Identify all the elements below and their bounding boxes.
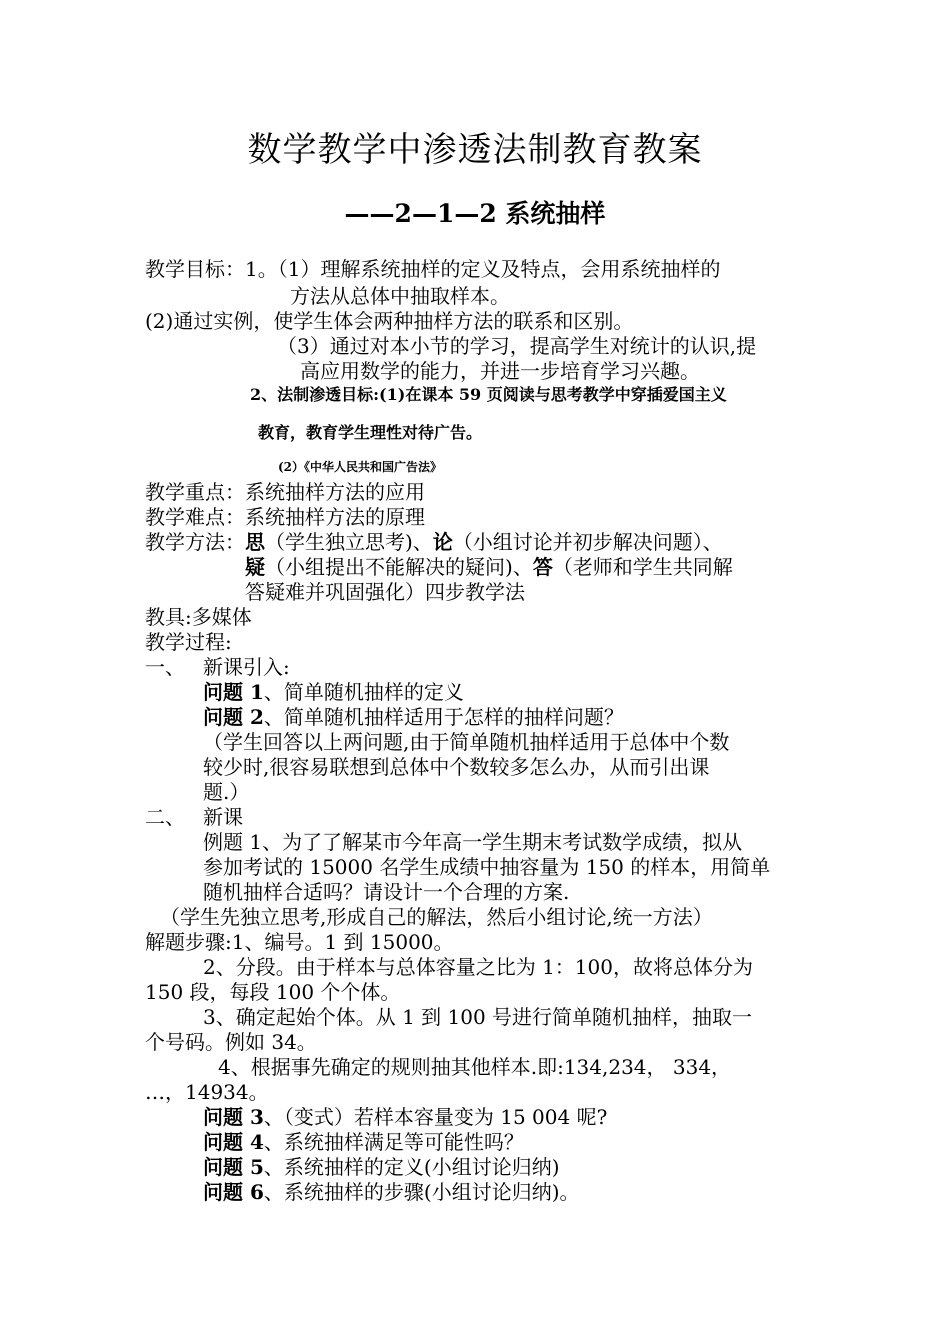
section-2-title: 新课 bbox=[203, 805, 243, 829]
method-yi-text: （小组提出不能解决的疑问) bbox=[265, 555, 513, 579]
question-1-label: 问题 1 bbox=[203, 680, 264, 704]
solution-step-3-line-1: 3、确定起始个体。从 1 到 100 号进行简单随机抽样，抽取一 bbox=[203, 1005, 753, 1029]
method-lun-text: （小组讨论并初步解决问题）、 bbox=[452, 530, 723, 554]
question-5 bbox=[203, 1155, 560, 1179]
law-goal-line-2: 教育，教育学生理性对待广告。 bbox=[258, 423, 483, 442]
solution-step-4-line-2: …，14934。 bbox=[145, 1080, 269, 1104]
question-5-label: 问题 5 bbox=[203, 1155, 264, 1179]
law-goal-line-1: 2、法制渗透目标:(1)在课本 59 页阅读与思考教学中穿插爱国主义 bbox=[250, 385, 727, 404]
question-2 bbox=[203, 705, 624, 729]
question-2-text: 、简单随机抽样适用于怎样的抽样问题？ bbox=[263, 705, 624, 729]
teaching-tools: 教具:多媒体 bbox=[145, 605, 252, 629]
method-lun: 论 bbox=[432, 530, 453, 554]
method-da-text: （老师和学生共同解 bbox=[552, 555, 733, 579]
question-3 bbox=[203, 1105, 607, 1129]
goals-line-3: (2)通过实例，使学生体会两种抽样方法的联系和区别。 bbox=[145, 309, 634, 333]
question-2-label: 问题 2 bbox=[203, 705, 264, 729]
question-5-text: 、系统抽样的定义(小组讨论归纳) bbox=[263, 1155, 560, 1179]
example-line-3: 随机抽样合适吗？请设计一个合理的方案. bbox=[203, 880, 570, 904]
goals-line-1: 教学目标：1。（1）理解系统抽样的定义及特点，会用系统抽样的 bbox=[145, 257, 721, 281]
question-3-label: 问题 3 bbox=[203, 1105, 264, 1129]
doc-subtitle: ——2—1—2 系统抽样 bbox=[344, 199, 606, 228]
doc-title: 数学教学中渗透法制教育教案 bbox=[247, 130, 703, 170]
section-1-title: 新课引入: bbox=[203, 655, 290, 679]
example-line-1: 例题 1、为了了解某市今年高一学生期末考试数学成绩，拟从 bbox=[203, 830, 743, 854]
question-6-text: 、系统抽样的步骤(小组讨论归纳)。 bbox=[263, 1180, 580, 1204]
teaching-method-line-1 bbox=[145, 530, 723, 554]
question-4-text: 、系统抽样满足等可能性吗？ bbox=[263, 1130, 524, 1154]
method-si-text: （学生独立思考)、 bbox=[265, 530, 433, 554]
example-line-2: 参加考试的 15000 名学生成绩中抽容量为 150 的样本，用简单 bbox=[203, 855, 771, 879]
method-label: 教学方法： bbox=[145, 530, 245, 554]
solution-step-2-line-1: 2、分段。由于样本与总体容量之比为 1：100，故将总体分为 bbox=[203, 955, 753, 979]
method-separator: 、 bbox=[512, 555, 533, 579]
goals-line-4: （3）通过对本小节的学习，提高学生对统计的认识,提 bbox=[277, 334, 757, 358]
teaching-method-line-2 bbox=[245, 555, 733, 579]
question-4 bbox=[203, 1130, 524, 1154]
intro-paragraph-line-3: 题.） bbox=[203, 780, 250, 804]
method-si: 思 bbox=[245, 530, 265, 554]
intro-paragraph-line-2: 较少时,很容易联想到总体中个数较多怎么办，从而引出课 bbox=[203, 755, 710, 779]
question-1-text: 、简单随机抽样的定义 bbox=[263, 680, 464, 704]
law-goal-line-3: (2）《中华人民共和国广告法》 bbox=[278, 460, 443, 474]
section-2-number: 二、 bbox=[145, 805, 185, 829]
question-6-label: 问题 6 bbox=[203, 1180, 264, 1204]
goals-line-2: 方法从总体中抽取样本。 bbox=[290, 284, 510, 308]
solution-step-4-line-1: 4、根据事先确定的规则抽其他样本.即:134,234， 334， bbox=[218, 1055, 732, 1079]
teaching-process: 教学过程: bbox=[145, 630, 232, 654]
example-note: （学生先独立思考,形成自己的解法，然后小组讨论,统一方法） bbox=[160, 905, 713, 929]
solution-step-1: 解题步骤:1、编号。1 到 15000。 bbox=[145, 930, 454, 954]
solution-step-3-line-2: 个号码。例如 34。 bbox=[145, 1030, 317, 1054]
method-yi: 疑 bbox=[245, 555, 265, 579]
question-3-text: 、（变式）若样本容量变为 15 004 呢? bbox=[263, 1105, 608, 1129]
question-6 bbox=[203, 1180, 580, 1204]
teaching-key: 教学重点：系统抽样方法的应用 bbox=[145, 480, 425, 504]
goals-line-5: 高应用数学的能力，并进一步培育学习兴趣。 bbox=[300, 359, 700, 383]
question-4-label: 问题 4 bbox=[203, 1130, 264, 1154]
intro-paragraph-line-1: （学生回答以上两问题,由于简单随机抽样适用于总体中个数 bbox=[203, 730, 730, 754]
teaching-difficulty: 教学难点：系统抽样方法的原理 bbox=[145, 505, 425, 529]
section-1-number: 一、 bbox=[145, 655, 185, 679]
method-da: 答 bbox=[532, 555, 553, 579]
question-1 bbox=[203, 680, 464, 704]
teaching-method-line-3: 答疑难并巩固强化）四步教学法 bbox=[245, 580, 525, 604]
solution-step-2-line-2: 150 段，每段 100 个个体。 bbox=[145, 980, 401, 1004]
